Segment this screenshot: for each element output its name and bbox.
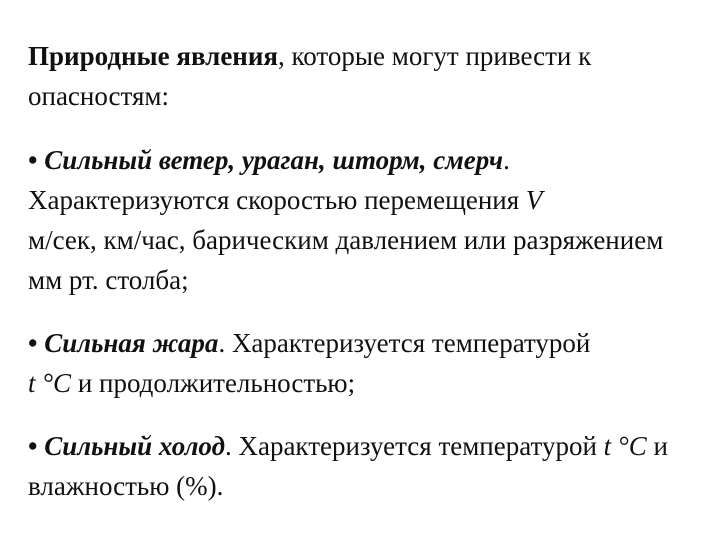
intro-heading: Природные явления	[28, 41, 279, 71]
item-term: Сильная жара	[44, 328, 219, 358]
item-description: . Характеризуются скоростью перемещения	[28, 145, 526, 215]
item-variable: V	[525, 185, 543, 215]
intro-paragraph	[28, 36, 704, 116]
bullet-marker: •	[28, 328, 38, 358]
bullet-marker: •	[28, 431, 38, 461]
bullet-marker: •	[28, 145, 38, 175]
slide-content	[28, 36, 704, 529]
list-item-cold	[28, 426, 704, 506]
item-description-rest: и влажностью (%).	[28, 431, 668, 501]
item-variable: t °C	[603, 431, 647, 461]
item-description-rest: и продолжительностью;	[71, 368, 356, 398]
list-item-wind	[28, 140, 704, 300]
item-description: . Характеризуется температурой	[224, 431, 604, 461]
list-item-heat	[28, 323, 704, 403]
item-description-rest: м/сек, км/час, барическим давлением или разряжением мм рт. столба;	[28, 225, 664, 295]
intro-text: , которые могут привести к опасностям:	[28, 41, 592, 111]
item-description: . Характеризуется температурой	[218, 328, 591, 358]
item-variable: t °C	[28, 368, 72, 398]
item-term: Сильный холод	[44, 431, 225, 461]
item-term: Сильный ветер, ураган, шторм, смерч	[44, 145, 504, 175]
